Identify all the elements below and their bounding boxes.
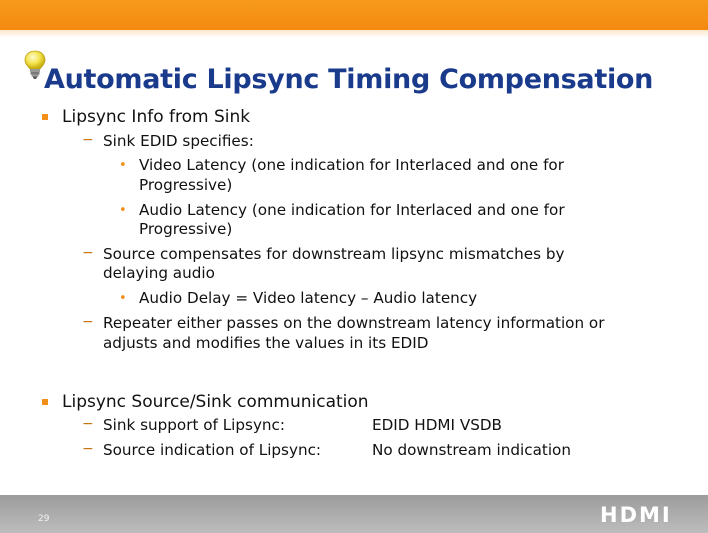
- sink-support-value: EDID HDMI VSDB: [372, 416, 502, 434]
- bullet-source-compensates-line1: Source compensates for downstream lipsync mismatches by: [103, 245, 565, 263]
- dash-bullet-icon: −: [82, 132, 94, 148]
- hdmi-logo: [600, 503, 696, 527]
- bullet-audio-latency-line2: Progressive): [139, 220, 233, 238]
- header-bar: [0, 0, 708, 30]
- dash-bullet-icon: −: [82, 314, 94, 330]
- lightbulb-icon: [24, 50, 46, 80]
- page-number: 29: [38, 514, 50, 524]
- bullet-video-latency-line1: Video Latency (one indication for Interlaced and one for: [139, 156, 564, 174]
- dash-bullet-icon: −: [82, 416, 94, 432]
- bullet-repeater-line2: adjusts and modifies the values in its EDID: [103, 334, 429, 352]
- header-fade: [0, 30, 708, 38]
- bullet-source-compensates-line2: delaying audio: [103, 264, 215, 282]
- bullet-lipsync-communication: Lipsync Source/Sink communication: [62, 392, 369, 412]
- bullet-sink-edid: Sink EDID specifies:: [103, 132, 254, 150]
- dash-bullet-icon: −: [82, 245, 94, 261]
- hdmi-logo-text: HDMI: [600, 503, 672, 527]
- dot-bullet-icon: •: [119, 158, 127, 173]
- source-indication-label: Source indication of Lipsync:: [103, 441, 322, 459]
- bullet-audio-latency-line1: Audio Latency (one indication for Interlaced and one for: [139, 201, 565, 219]
- source-indication-value: No downstream indication: [372, 441, 571, 459]
- dot-bullet-icon: •: [119, 203, 127, 218]
- bullet-lipsync-info: Lipsync Info from Sink: [62, 107, 251, 127]
- dash-bullet-icon: −: [82, 441, 94, 457]
- bullet-video-latency-line2: Progressive): [139, 176, 233, 194]
- square-bullet-icon: [42, 399, 48, 405]
- square-bullet-icon: [42, 114, 48, 120]
- dot-bullet-icon: •: [119, 291, 127, 306]
- slide-title: Automatic Lipsync Timing Compensation: [44, 64, 654, 95]
- bullet-audio-delay: Audio Delay = Video latency – Audio latency: [139, 289, 478, 307]
- sink-support-label: Sink support of Lipsync:: [103, 416, 286, 434]
- bullet-repeater-line1: Repeater either passes on the downstream latency information or: [103, 314, 605, 332]
